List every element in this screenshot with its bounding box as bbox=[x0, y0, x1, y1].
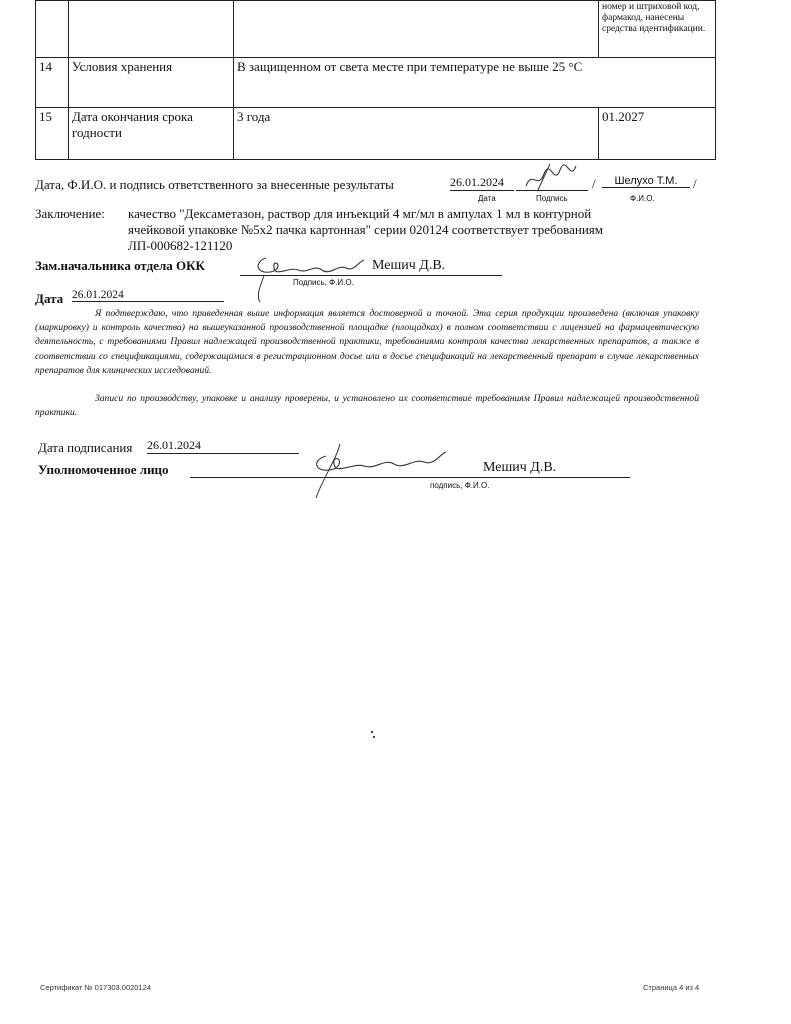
signing-date-value: 26.01.2024 bbox=[147, 438, 299, 454]
deputy-caption: Подпись, Ф.И.О. bbox=[293, 278, 354, 287]
scan-dot bbox=[373, 736, 375, 738]
conclusion-label: Заключение: bbox=[35, 206, 105, 221]
deputy-label: Зам.начальника отдела ОКК bbox=[35, 258, 205, 273]
row-value: 3 года bbox=[234, 108, 599, 160]
responsible-name: Шелухо Т.М. bbox=[602, 175, 690, 188]
date-value: 26.01.2024 bbox=[72, 289, 224, 302]
caption-signature: Подпись bbox=[536, 194, 568, 203]
page-number: Страница 4 из 4 bbox=[643, 983, 700, 992]
statement-paragraph-2: Записи по производству, упаковке и анализу проверены, и установлено их соответствие требованиям Правил надлежащей производственной практики. bbox=[35, 393, 699, 419]
authorized-signature bbox=[300, 440, 450, 502]
conclusion-line-1: качество "Дексаметазон, раствор для инъекций 4 мг/мл в ампулах 1 мл в контурной bbox=[128, 206, 592, 221]
row-number: 15 bbox=[36, 108, 69, 160]
responsible-signature bbox=[520, 160, 580, 194]
responsible-date: 26.01.2024 bbox=[450, 175, 514, 191]
row-name: Условия хранения bbox=[69, 58, 234, 108]
top-row-note: номер и штриховой код, фармакод, нанесены средства идентификации. bbox=[599, 1, 716, 58]
row-name: Дата окончания срока годности bbox=[69, 108, 234, 160]
table-row bbox=[36, 1, 716, 58]
row-date: 01.2027 bbox=[599, 108, 716, 160]
date-label: Дата bbox=[35, 291, 64, 306]
responsible-label: Дата, Ф.И.О. и подпись ответственного за внесенные результаты bbox=[35, 177, 394, 192]
table-row bbox=[36, 108, 716, 160]
authorized-person-label: Уполномоченное лицо bbox=[38, 462, 169, 477]
certificate-number: Сертификат № 017303.0020124 bbox=[40, 983, 151, 992]
caption-fio: Ф.И.О. bbox=[630, 194, 655, 203]
signing-date-label: Дата подписания bbox=[38, 440, 133, 455]
conclusion-line-3: ЛП-000682-121120 bbox=[128, 238, 233, 253]
conclusion-line-2: ячейковой упаковке №5х2 пачка картонная" серии 020124 соответствует требованиям bbox=[128, 222, 603, 237]
row-value: В защищенном от света месте при температуре не выше 25 °С bbox=[234, 58, 716, 108]
deputy-name: Мешич Д.В. bbox=[372, 258, 446, 273]
row-number: 14 bbox=[36, 58, 69, 108]
authorized-name: Мешич Д.В. bbox=[483, 460, 557, 475]
statement-paragraph-1: Я подтверждаю, что приведенная выше информация является достоверной и точной. Эта серия продукции произведена (включая упаковку (маркировку) и контроль качества) на вышеуказанной производственной площадке (площадках) в полном соответствии с лицензией на фармацевтическую деятельность, с требованиями Правил надлежащей производственной практики, требованиями контроля качества лекарственных препаратов, а также в соответствии со спецификациями, содержащимися в регистрационном досье или в досье спецификаций на лекарственный препарат в случае лекарственных препаратов для клинических исследований. bbox=[35, 308, 699, 376]
spec-table bbox=[35, 0, 716, 160]
caption-date: Дата bbox=[478, 194, 496, 203]
authorized-caption: подпись, Ф.И.О. bbox=[430, 481, 490, 490]
scan-dot bbox=[371, 731, 373, 733]
table-row bbox=[36, 58, 716, 108]
